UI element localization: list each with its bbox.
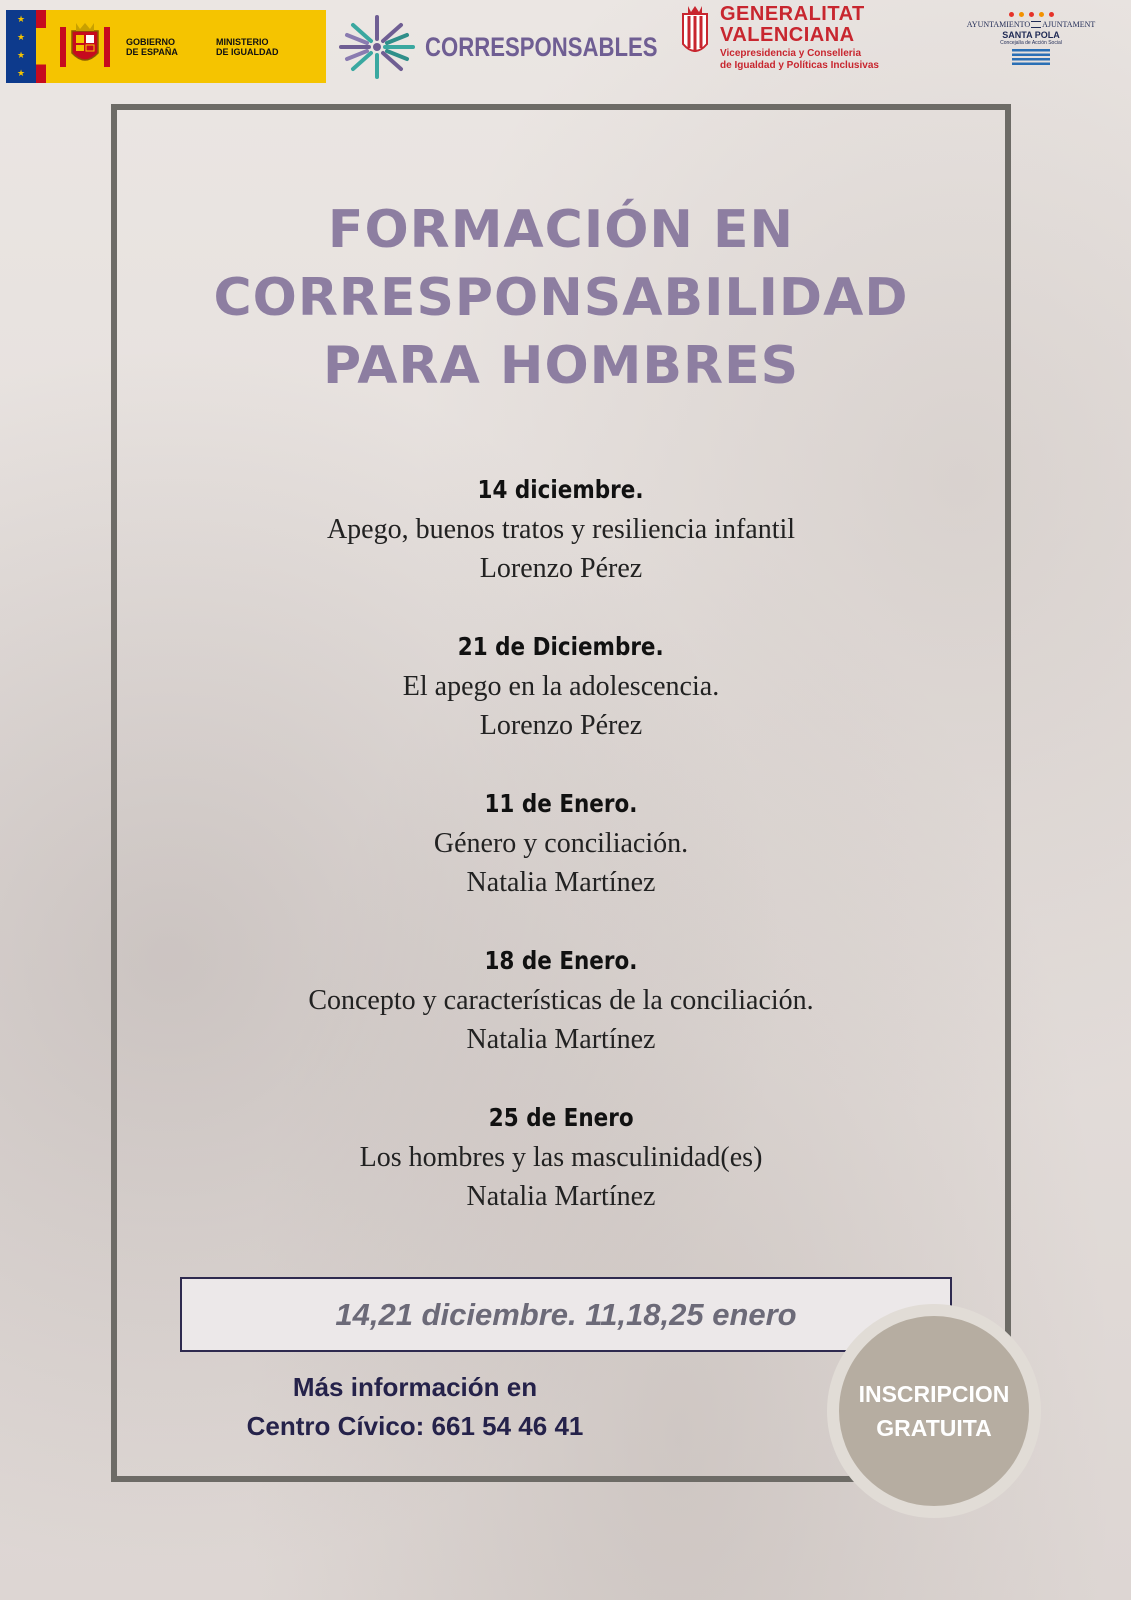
title-line-1: FORMACIÓN EN bbox=[327, 200, 795, 260]
ministerio-text: MINISTERIO DE IGUALDAD bbox=[216, 36, 279, 57]
accion-social-label: Concejalía de Acción Social bbox=[1000, 40, 1062, 46]
session-topic: Los hombres y las masculinidad(es) bbox=[359, 1142, 763, 1173]
corresponsables-logo bbox=[337, 14, 709, 80]
gobierno-espana-logo bbox=[6, 10, 326, 83]
session-speaker: Natalia Martínez bbox=[466, 1181, 656, 1212]
spain-flag-icon bbox=[36, 10, 46, 83]
title-line-3: PARA HOMBRES bbox=[322, 336, 800, 396]
ayuntamiento-santa-pola-logo bbox=[958, 12, 1104, 70]
eu-flag-icon: ★ ★ ★ ★ bbox=[6, 10, 36, 83]
generalitat-shield-icon bbox=[680, 4, 710, 70]
session-topic: Género y conciliación. bbox=[433, 828, 689, 859]
session-topic: Concepto y características de la conciliación. bbox=[308, 985, 814, 1016]
poster-title bbox=[111, 196, 1011, 400]
session-item bbox=[111, 1098, 1011, 1255]
generalitat-title-1: GENERALITAT bbox=[720, 3, 865, 25]
session-date: 25 de Enero bbox=[488, 1103, 634, 1132]
santa-pola-name: SANTA POLA bbox=[1002, 30, 1060, 40]
dates-summary-text: 14,21 diciembre. 11,18,25 enero bbox=[335, 1296, 797, 1332]
session-speaker: Natalia Martínez bbox=[466, 867, 656, 898]
session-speaker: Natalia Martínez bbox=[466, 1024, 656, 1055]
dates-summary-box bbox=[180, 1277, 952, 1352]
contact-info bbox=[210, 1368, 620, 1446]
generalitat-title-2: VALENCIANA bbox=[720, 24, 855, 46]
session-topic: El apego en la adolescencia. bbox=[402, 671, 720, 702]
corresponsables-text: CORRESPONSABLES bbox=[425, 31, 658, 62]
generalitat-text bbox=[720, 4, 879, 72]
session-date: 18 de Enero. bbox=[484, 946, 638, 975]
free-registration-badge bbox=[827, 1304, 1041, 1518]
badge-line-2: GRATUITA bbox=[876, 1415, 992, 1441]
session-date: 14 diciembre. bbox=[477, 475, 645, 504]
session-item bbox=[111, 470, 1011, 627]
ayuntamiento-label: AYUNTAMIENTO bbox=[966, 20, 1031, 29]
ajuntament-label: AJUNTAMENT bbox=[1042, 20, 1096, 29]
corresponsables-star-icon bbox=[337, 14, 417, 80]
session-speaker: Lorenzo Pérez bbox=[479, 710, 643, 741]
generalitat-valenciana-logo bbox=[680, 4, 879, 72]
info-line-1: Más información en bbox=[292, 1372, 538, 1402]
logo-strip bbox=[0, 0, 1131, 90]
info-phone: Centro Cívico: 661 54 46 41 bbox=[246, 1411, 584, 1441]
session-date: 11 de Enero. bbox=[484, 789, 638, 818]
ayuntamiento-dots-icon bbox=[958, 12, 1104, 17]
waves-icon bbox=[1012, 49, 1050, 65]
session-item bbox=[111, 784, 1011, 941]
title-line-2: CORRESPONSABILIDAD bbox=[213, 268, 909, 328]
coat-of-arms-icon bbox=[54, 17, 116, 77]
session-date: 21 de Diciembre. bbox=[458, 632, 664, 661]
session-topic: Apego, buenos tratos y resiliencia infantil bbox=[326, 514, 796, 545]
badge-line-1: INSCRIPCION bbox=[858, 1381, 1010, 1407]
session-item bbox=[111, 627, 1011, 784]
generalitat-subtitle: Vicepresidencia y Conselleria de Igualdad y Políticas Inclusivas bbox=[720, 48, 879, 71]
session-item bbox=[111, 941, 1011, 1098]
session-speaker: Lorenzo Pérez bbox=[479, 553, 643, 584]
session-list bbox=[111, 470, 1011, 1255]
gobierno-text: GOBIERNO DE ESPAÑA bbox=[126, 36, 178, 57]
